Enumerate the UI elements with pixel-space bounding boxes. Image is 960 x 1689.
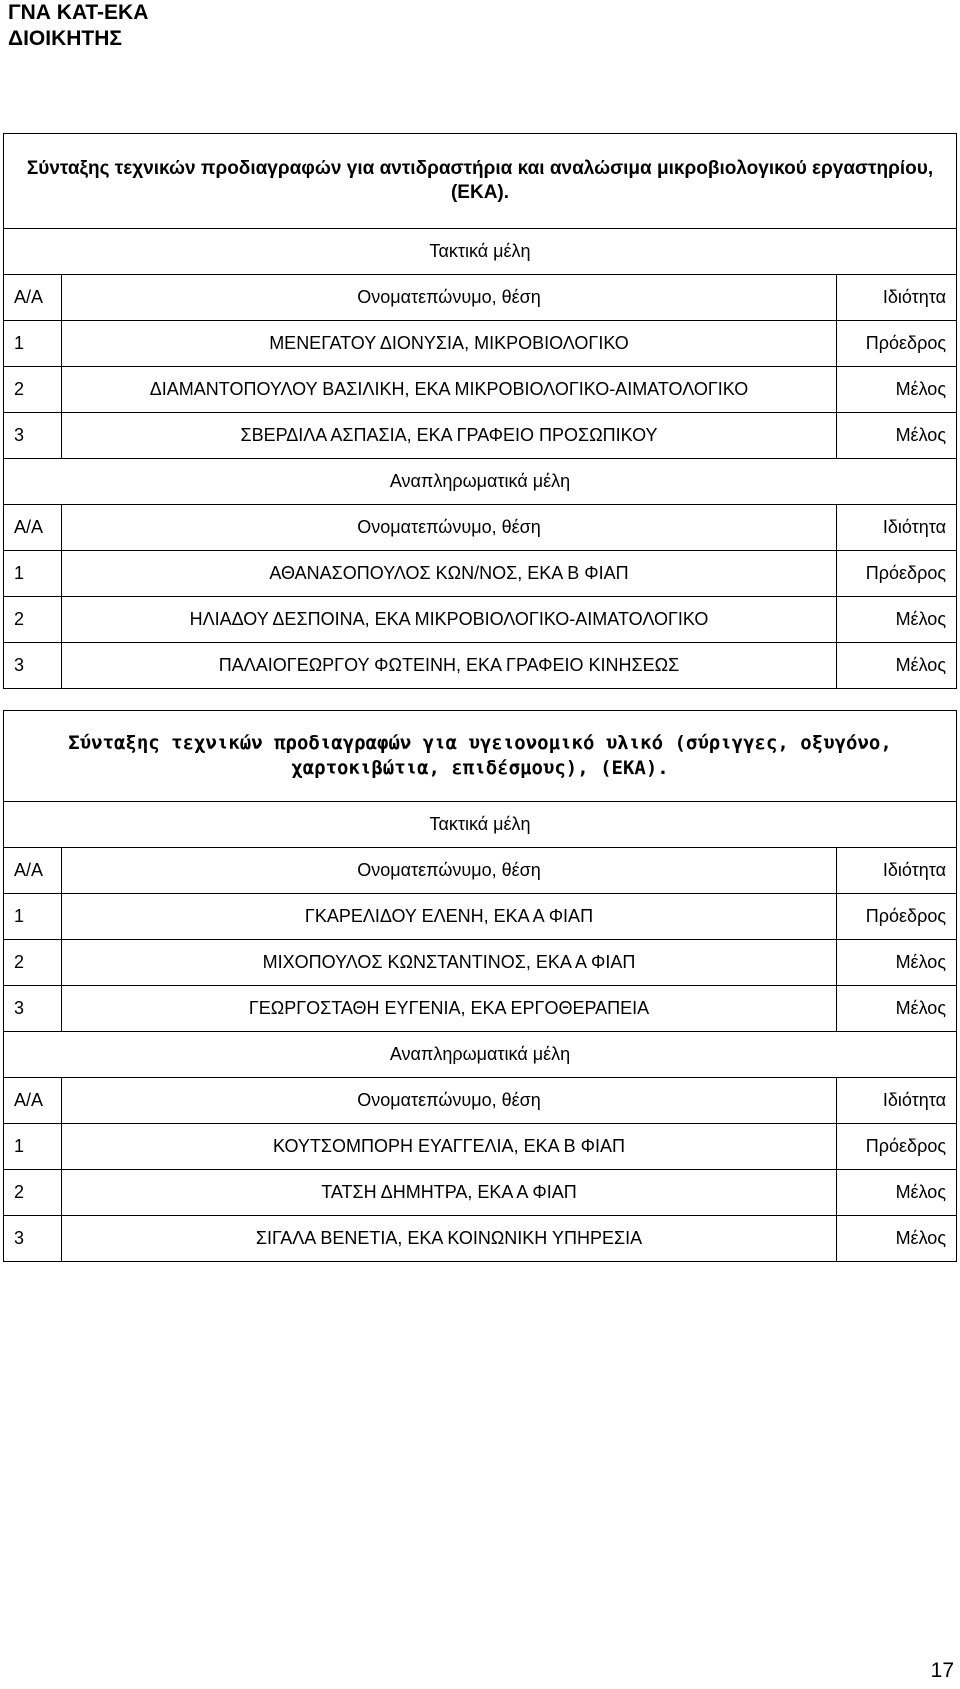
member-num: 1 [4, 551, 62, 597]
column-header-name: Ονοματεπώνυμο, θέση [62, 1078, 837, 1124]
member-role: Πρόεδρος [837, 894, 957, 940]
member-row [4, 367, 957, 413]
regular-members-label: Τακτικά μέλη [4, 229, 957, 275]
member-name: ΓΚΑΡΕΛΙΔΟΥ ΕΛΕΝΗ, ΕΚΑ Α ΦΙΑΠ [62, 894, 837, 940]
header-organization: ΓΝΑ ΚΑΤ-ΕΚΑ [8, 1, 149, 24]
member-role: Πρόεδρος [836, 551, 956, 597]
member-num: 3 [4, 413, 62, 459]
committee-table-2 [3, 710, 957, 1262]
column-header-role: Ιδιότητα [836, 275, 956, 321]
column-header-name: Ονοματεπώνυμο, θέση [62, 848, 837, 894]
member-name: ΣΙΓΑΛΑ ΒΕΝΕΤΙΑ, ΕΚΑ ΚΟΙΝΩΝΙΚΗ ΥΠΗΡΕΣΙΑ [62, 1216, 837, 1262]
member-role: Μέλος [836, 367, 956, 413]
member-role: Μέλος [836, 413, 956, 459]
member-role: Μέλος [837, 1216, 957, 1262]
member-role: Πρόεδρος [836, 321, 956, 367]
member-row [4, 551, 957, 597]
column-header-num: Α/Α [4, 505, 62, 551]
member-row [4, 894, 957, 940]
member-num: 1 [4, 321, 62, 367]
column-header-num: Α/Α [4, 848, 62, 894]
member-row [4, 643, 957, 689]
alternate-members-label: Αναπληρωματικά μέλη [4, 1032, 957, 1078]
member-num: 2 [4, 940, 62, 986]
header-role: ΔΙΟΙΚΗΤΗΣ [8, 27, 123, 50]
member-num: 3 [4, 1216, 62, 1262]
member-role: Μέλος [836, 597, 956, 643]
committee-title: Σύνταξης τεχνικών προδιαγραφών για αντιδραστήρια και αναλώσιμα μικροβιολογικού εργαστηρίου, (ΕΚΑ). [4, 134, 957, 229]
member-name: ΜΙΧΟΠΟΥΛΟΣ ΚΩΝΣΤΑΝΤΙΝΟΣ, ΕΚΑ Α ΦΙΑΠ [62, 940, 837, 986]
member-row [4, 1170, 957, 1216]
member-num: 3 [4, 986, 62, 1032]
member-num: 1 [4, 1124, 62, 1170]
member-name: ΚΟΥΤΣΟΜΠΟΡΗ ΕΥΑΓΓΕΛΙΑ, ΕΚΑ Β ΦΙΑΠ [62, 1124, 837, 1170]
member-role: Μέλος [837, 986, 957, 1032]
column-header-name: Ονοματεπώνυμο, θέση [62, 505, 837, 551]
member-role: Μέλος [837, 940, 957, 986]
member-role: Πρόεδρος [837, 1124, 957, 1170]
member-num: 3 [4, 643, 62, 689]
column-header-name: Ονοματεπώνυμο, θέση [62, 275, 837, 321]
member-num: 2 [4, 1170, 62, 1216]
member-row [4, 940, 957, 986]
member-role: Μέλος [837, 1170, 957, 1216]
column-header-row [4, 1078, 957, 1124]
member-row [4, 321, 957, 367]
column-header-row [4, 848, 957, 894]
member-name: ΜΕΝΕΓΑΤΟΥ ΔΙΟΝΥΣΙΑ, ΜΙΚΡΟΒΙΟΛΟΓΙΚΟ [62, 321, 837, 367]
column-header-role: Ιδιότητα [836, 505, 956, 551]
column-header-role: Ιδιότητα [837, 1078, 957, 1124]
member-num: 2 [4, 597, 62, 643]
member-name: ΗΛΙΑΔΟΥ ΔΕΣΠΟΙΝΑ, ΕΚΑ ΜΙΚΡΟΒΙΟΛΟΓΙΚΟ-ΑΙΜΑΤΟΛΟΓΙΚΟ [62, 597, 837, 643]
member-row [4, 413, 957, 459]
column-header-row [4, 505, 957, 551]
column-header-num: Α/Α [4, 275, 62, 321]
column-header-role: Ιδιότητα [837, 848, 957, 894]
alternate-members-label: Αναπληρωματικά μέλη [4, 459, 957, 505]
member-num: 2 [4, 367, 62, 413]
member-row [4, 1216, 957, 1262]
regular-members-label: Τακτικά μέλη [4, 802, 957, 848]
member-name: ΠΑΛΑΙΟΓΕΩΡΓΟΥ ΦΩΤΕΙΝΗ, ΕΚΑ ΓΡΑΦΕΙΟ ΚΙΝΗΣΕΩΣ [62, 643, 837, 689]
member-role: Μέλος [836, 643, 956, 689]
member-name: ΔΙΑΜΑΝΤΟΠΟΥΛΟΥ ΒΑΣΙΛΙΚΗ, ΕΚΑ ΜΙΚΡΟΒΙΟΛΟΓΙΚΟ-ΑΙΜΑΤΟΛΟΓΙΚΟ [62, 367, 837, 413]
member-name: ΑΘΑΝΑΣΟΠΟΥΛΟΣ ΚΩΝ/ΝΟΣ, ΕΚΑ Β ΦΙΑΠ [62, 551, 837, 597]
column-header-row [4, 275, 957, 321]
committee-table-1 [3, 133, 957, 689]
column-header-num: Α/Α [4, 1078, 62, 1124]
page-number: 17 [930, 1659, 954, 1682]
member-name: ΣΒΕΡΔΙΛΑ ΑΣΠΑΣΙΑ, ΕΚΑ ΓΡΑΦΕΙΟ ΠΡΟΣΩΠΙΚΟΥ [62, 413, 837, 459]
member-num: 1 [4, 894, 62, 940]
member-name: ΓΕΩΡΓΟΣΤΑΘΗ ΕΥΓΕΝΙΑ, ΕΚΑ ΕΡΓΟΘΕΡΑΠΕΙΑ [62, 986, 837, 1032]
committee-title: Σύνταξης τεχνικών προδιαγραφών για υγειονομικό υλικό (σύριγγες, οξυγόνο, χαρτοκιβώτια, επιδέσμους), (ΕΚΑ). [4, 711, 957, 802]
document-header [8, 0, 148, 52]
member-name: ΤΑΤΣΗ ΔΗΜΗΤΡΑ, ΕΚΑ Α ΦΙΑΠ [62, 1170, 837, 1216]
member-row [4, 986, 957, 1032]
member-row [4, 597, 957, 643]
member-row [4, 1124, 957, 1170]
